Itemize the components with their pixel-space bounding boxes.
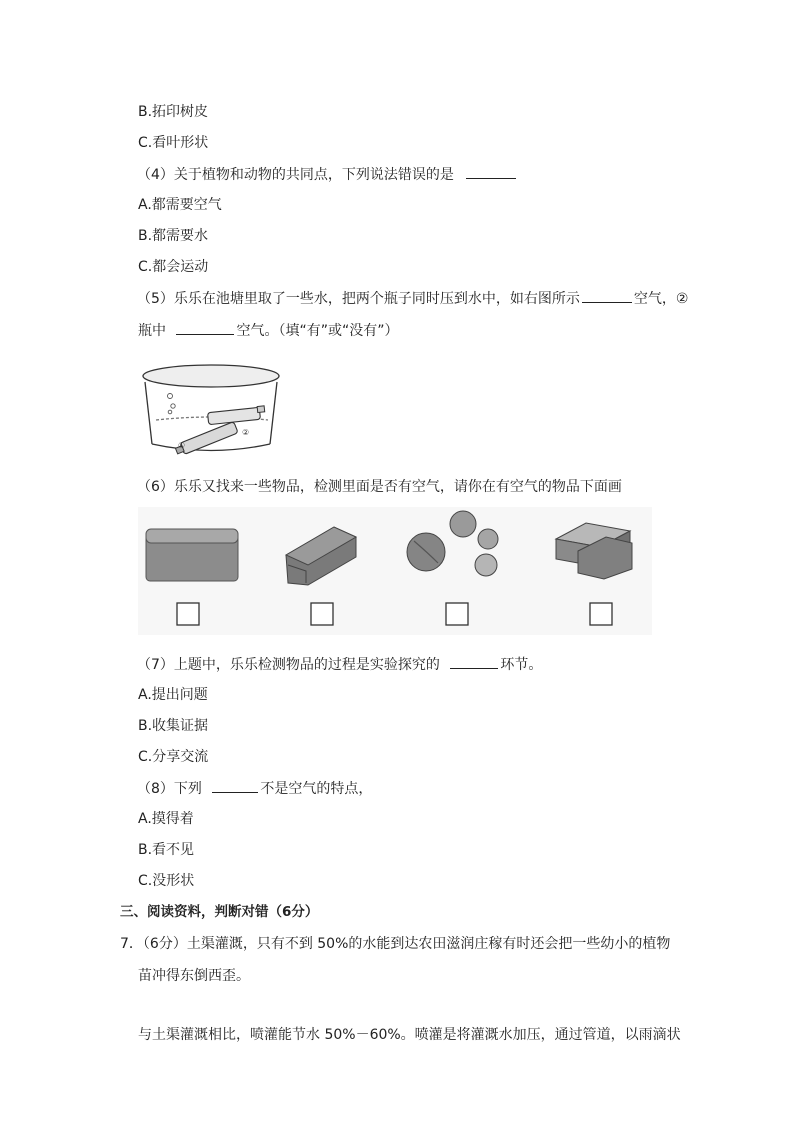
q4-option-c: C.都会运动 — [138, 259, 209, 275]
checkbox-bricks[interactable] — [590, 603, 612, 625]
basin-left-wall — [145, 382, 152, 444]
q4-answer-blank[interactable] — [466, 164, 516, 179]
q8-answer-blank[interactable] — [212, 778, 258, 793]
q3-option-c: C.看叶形状 — [138, 135, 209, 151]
q7-option-a: A.提出问题 — [138, 687, 208, 703]
q4-stem — [137, 164, 518, 185]
q5-stem-text-4: 空气。（填“有”或“没有”） — [236, 323, 399, 339]
q7-option-b: B.收集证据 — [138, 718, 209, 734]
checkbox-marbles[interactable] — [446, 603, 468, 625]
q6-stem: （6）乐乐又找来一些物品，检测里面是否有空气，请你在有空气的物品下面画 — [137, 479, 622, 495]
q5-stem-line1 — [137, 288, 688, 309]
basin-rim — [143, 365, 279, 387]
section-3-header: 三、阅读资料，判断对错（6分） — [120, 904, 319, 920]
q4-option-b: B.都需要水 — [138, 228, 209, 244]
basin-bottom — [152, 444, 270, 451]
q7-option-c: C.分享交流 — [138, 749, 209, 765]
q5-stem-text-3: 瓶中 — [138, 323, 166, 339]
water-basin-figure — [140, 362, 282, 456]
q8-stem-text-2: 不是空气的特点， — [260, 781, 373, 797]
reading-question-line-2: 苗冲得东倒西歪。 — [138, 968, 250, 984]
q4-stem-text: （4）关于植物和动物的共同点，下列说法错误的是 — [137, 167, 454, 183]
q3-option-b: B.拓印树皮 — [138, 104, 209, 120]
checkbox-eraser[interactable] — [311, 603, 333, 625]
q8-option-c: C.没形状 — [138, 873, 195, 889]
q5-stem-text-2: 空气，② — [633, 291, 689, 307]
sponge-icon — [146, 529, 238, 581]
air-bubbles — [168, 394, 176, 414]
q7-answer-blank[interactable] — [450, 654, 498, 669]
bottle-2-icon — [208, 406, 265, 425]
q5-stem-text-1: （5）乐乐在池塘里取了一些水，把两个瓶子同时压到水中，如右图所示 — [137, 291, 580, 307]
reading-question-line-1: 7．（6分）土渠灌溉，只有不到 50%的水能到达农田滋润庄稼有时还会把一些幼小的植物 — [120, 936, 671, 952]
objects-figure — [138, 507, 652, 635]
checkbox-sponge[interactable] — [177, 603, 199, 625]
figure-label-1: ① — [178, 441, 186, 450]
q5-blank-1[interactable] — [582, 288, 632, 303]
q5-stem-line2 — [138, 320, 398, 341]
q5-blank-2[interactable] — [176, 320, 234, 335]
q8-stem — [137, 778, 372, 799]
reading-question-line-3: 与土渠灌溉相比，喷灌能节水 50%－60%。喷灌是将灌溉水加压，通过管道，以雨滴状 — [138, 1027, 681, 1043]
q7-stem — [137, 654, 542, 675]
q7-stem-text-2: 环节。 — [500, 657, 543, 673]
q4-option-a: A.都需要空气 — [138, 197, 222, 213]
q8-stem-text-1: （8）下列 — [137, 781, 202, 797]
figure-label-2: ② — [242, 428, 250, 437]
q8-option-b: B.看不见 — [138, 842, 195, 858]
q8-option-a: A.摸得着 — [138, 811, 194, 827]
q7-stem-text-1: （7）上题中，乐乐检测物品的过程是实验探究的 — [137, 657, 440, 673]
basin-right-wall — [270, 382, 277, 444]
